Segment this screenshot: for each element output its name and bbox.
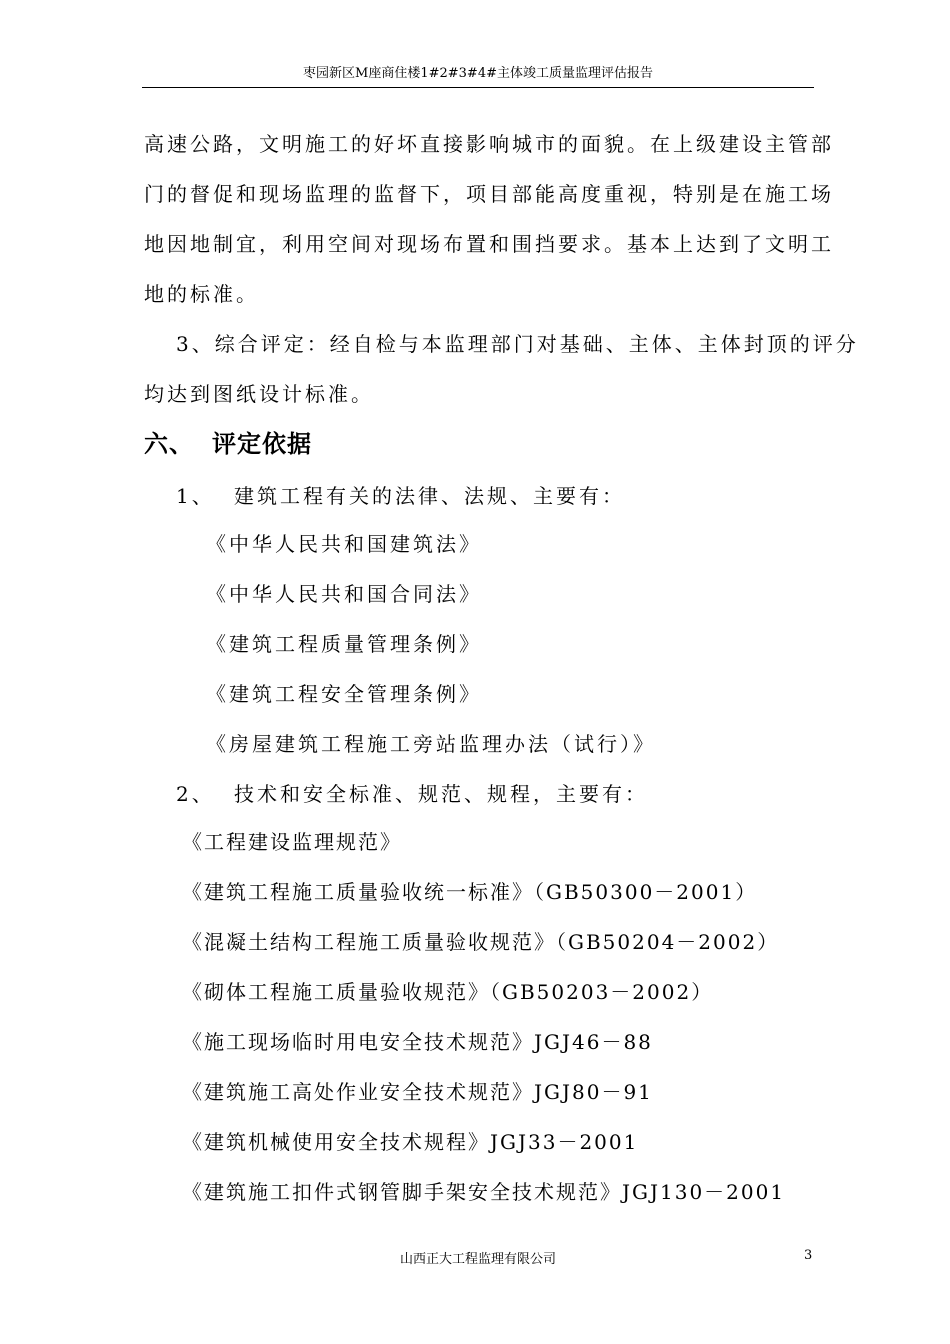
standard-item: 《建筑机械使用安全技术规程》JGJ33－2001 [182, 1130, 639, 1154]
law-item: 《中华人民共和国建筑法》 [206, 532, 482, 556]
header-divider [142, 87, 814, 88]
standard-item: 《建筑施工扣件式钢管脚手架安全技术规范》JGJ130－2001 [182, 1180, 786, 1204]
page-footer-company: 山西正大工程监理有限公司 [399, 1252, 556, 1267]
standards-number: 2、 [176, 782, 215, 806]
section-title: 评定依据 [212, 429, 312, 458]
law-item: 《中华人民共和国合同法》 [206, 582, 482, 606]
standard-item: 《建筑施工高处作业安全技术规范》JGJ80－91 [182, 1080, 653, 1104]
law-item: 《建筑工程安全管理条例》 [206, 682, 482, 706]
paragraph-line: 3、综合评定：经自检与本监理部门对基础、主体、主体封顶的评分 [176, 332, 859, 356]
page-number: 3 [804, 1248, 813, 1263]
standard-item: 《建筑工程施工质量验收统一标准》（GB50300－2001） [182, 880, 758, 904]
standard-item: 《砌体工程施工质量验收规范》（GB50203－2002） [182, 980, 714, 1004]
page-header: 枣园新区M座商住楼1#2#3#4#主体竣工质量监理评估报告 [303, 66, 653, 81]
paragraph-line: 高速公路，文明施工的好坏直接影响城市的面貌。在上级建设主管部 [144, 132, 834, 156]
standard-item: 《施工现场临时用电安全技术规范》JGJ46－88 [182, 1030, 653, 1054]
paragraph-line: 均达到图纸设计标准。 [144, 382, 374, 406]
laws-number: 1、 [176, 484, 215, 508]
section-heading [144, 424, 312, 459]
standard-item: 《工程建设监理规范》 [182, 830, 402, 854]
section-number: 六、 [144, 429, 194, 458]
laws-intro [176, 480, 625, 509]
standards-intro-text: 技术和安全标准、规范、规程，主要有： [234, 782, 648, 806]
paragraph-line: 门的督促和现场监理的监督下，项目部能高度重视，特别是在施工场 [144, 182, 834, 206]
standards-intro [176, 778, 648, 807]
law-item: 《房屋建筑工程施工旁站监理办法（试行）》 [206, 732, 656, 756]
paragraph-line: 地的标准。 [144, 282, 259, 306]
standard-item: 《混凝土结构工程施工质量验收规范》（GB50204－2002） [182, 930, 780, 954]
law-item: 《建筑工程质量管理条例》 [206, 632, 482, 656]
laws-intro-text: 建筑工程有关的法律、法规、主要有： [234, 484, 625, 508]
paragraph-line: 地因地制宜，利用空间对现场布置和围挡要求。基本上达到了文明工 [144, 232, 834, 256]
